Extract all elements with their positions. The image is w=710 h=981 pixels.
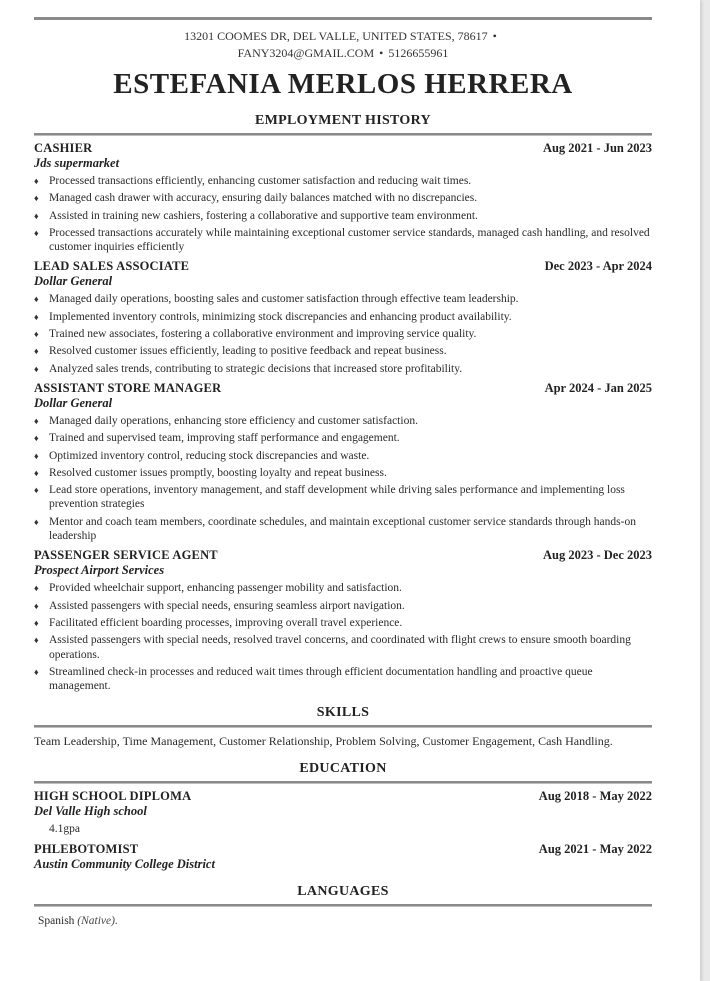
education-dates: Aug 2021 - May 2022 (538, 842, 652, 857)
job-bullets (34, 581, 652, 693)
bullet-item: ♦ Lead store operations, inventory management, and staff development while driving sales performance and implementing loss prevention strategies (34, 483, 652, 512)
job-header (34, 548, 652, 563)
section-title-employment: EMPLOYMENT HISTORY (255, 113, 431, 128)
job-title: LEAD SALES ASSOCIATE (34, 259, 190, 274)
company-name: Dollar General (34, 274, 113, 289)
section-divider (34, 781, 652, 784)
bullet-item: ♦ Assisted passengers with special needs, resolved travel concerns, and coordinated with flight crews to ensure smooth boarding operations. (34, 633, 652, 662)
contact-line-1 (34, 28, 652, 45)
company-name: Jds supermarket (34, 156, 120, 170)
section-title-languages: LANGUAGES (297, 884, 389, 900)
candidate-name: ESTEFANIA MERLOS HERRERA (113, 68, 573, 100)
education-entry (34, 842, 652, 872)
bullet-item: ♦ Resolved customer issues efficiently, leading to positive feedback and repeat business. (34, 344, 652, 358)
company-name: Dollar General (34, 395, 113, 410)
job-dates: Apr 2024 - Jan 2025 (544, 380, 652, 395)
section-title-education: EDUCATION (299, 761, 387, 777)
bullet-item: ♦ Facilitated efficient boarding processes, improving overall travel experience. (34, 616, 652, 630)
job-title: PASSENGER SERVICE AGENT (34, 548, 218, 563)
bullet-item: ♦ Streamlined check-in processes and reduced wait times through efficient documentation handling and proactive queue management. (34, 665, 652, 694)
contact-separator: • (379, 46, 384, 60)
job-header (34, 259, 652, 274)
bullet-item: ♦ Managed cash drawer with accuracy, ensuring daily balances matched with no discrepancies. (34, 191, 652, 205)
email: FANY3204@GMAIL.COM (237, 46, 375, 60)
bullet-item: ♦ Analyzed sales trends, contributing to strategic decisions that increased store profitability. (34, 362, 652, 376)
bullet-item: ♦ Trained new associates, fostering a collaborative environment and improving service quality. (34, 327, 652, 341)
job-bullets (34, 414, 652, 543)
contact-separator: • (492, 29, 497, 43)
bullet-item: ♦ Implemented inventory controls, minimizing stock discrepancies and enhancing product availability. (34, 310, 652, 324)
bullet-item: ♦ Provided wheelchair support, enhancing passenger mobility and satisfaction. (34, 581, 652, 595)
degree-title: PHLEBOTOMIST (34, 842, 139, 857)
bullet-item: ♦ Trained and supervised team, improving staff performance and engagement. (34, 431, 652, 445)
skills-list: Team Leadership, Time Management, Customer Relationship, Problem Solving, Customer Engagement, Cash Handling. (34, 734, 613, 749)
section-divider (34, 725, 652, 728)
job-dates: Aug 2023 - Dec 2023 (542, 548, 652, 563)
job-title: ASSISTANT STORE MANAGER (34, 380, 222, 395)
contact-line-2 (34, 45, 652, 62)
bullet-item: ♦ Processed transactions efficiently, enhancing customer satisfaction and reducing wait times. (34, 174, 652, 188)
job-dates: Dec 2023 - Apr 2024 (544, 259, 652, 274)
job-title: CASHIER (34, 141, 93, 155)
section-divider (34, 133, 652, 136)
education-header (34, 789, 652, 804)
education-note: 4.1gpa (49, 823, 80, 836)
job-bullets (34, 174, 652, 254)
school-name: Austin Community College District (34, 857, 215, 872)
job-dates: Aug 2021 - Jun 2023 (542, 141, 652, 155)
bullet-item: ♦ Processed transactions accurately while maintaining exceptional customer service standards, managed cash handling, and resolved customer inquiries efficiently (34, 226, 652, 255)
job-entry (34, 259, 652, 375)
job-entry (34, 381, 652, 543)
language-name: Spanish (38, 915, 75, 928)
job-bullets (34, 292, 652, 375)
bullet-item: ♦ Mentor and coach team members, coordinate schedules, and maintain exceptional customer service standards through hands-on leadership (34, 515, 652, 544)
education-dates: Aug 2018 - May 2022 (538, 789, 652, 804)
bullet-item: ♦ Resolved customer issues promptly, boosting loyalty and repeat business. (34, 466, 652, 480)
job-entry (34, 548, 652, 693)
degree-title: HIGH SCHOOL DIPLOMA (34, 789, 192, 804)
resume-content (34, 28, 652, 929)
language-item (34, 914, 652, 929)
phone: 5126655961 (388, 46, 449, 60)
bullet-item: ♦ Optimized inventory control, reducing stock discrepancies and waste. (34, 449, 652, 463)
bullet-item: ♦ Assisted passengers with special needs, ensuring seamless airport navigation. (34, 599, 652, 613)
education-header (34, 842, 652, 857)
school-name: Del Valle High school (34, 804, 147, 819)
job-header (34, 141, 652, 156)
top-divider (34, 17, 652, 20)
bullet-item: ♦ Managed daily operations, boosting sales and customer satisfaction through effective team leadership. (34, 292, 652, 306)
section-title-skills: SKILLS (316, 705, 370, 721)
company-name: Prospect Airport Services (34, 563, 165, 578)
bullet-item: ♦ Assisted in training new cashiers, fostering a collaborative and supportive team environment. (34, 209, 652, 223)
job-header (34, 381, 652, 396)
section-divider (34, 904, 652, 907)
contact-block (34, 28, 652, 62)
language-level: (Native). (77, 915, 118, 928)
education-entry (34, 789, 652, 837)
address: 13201 COOMES DR, DEL VALLE, UNITED STATES, 78617 (184, 29, 488, 43)
job-entry (34, 141, 652, 254)
bullet-item: ♦ Managed daily operations, enhancing store efficiency and customer satisfaction. (34, 414, 652, 428)
